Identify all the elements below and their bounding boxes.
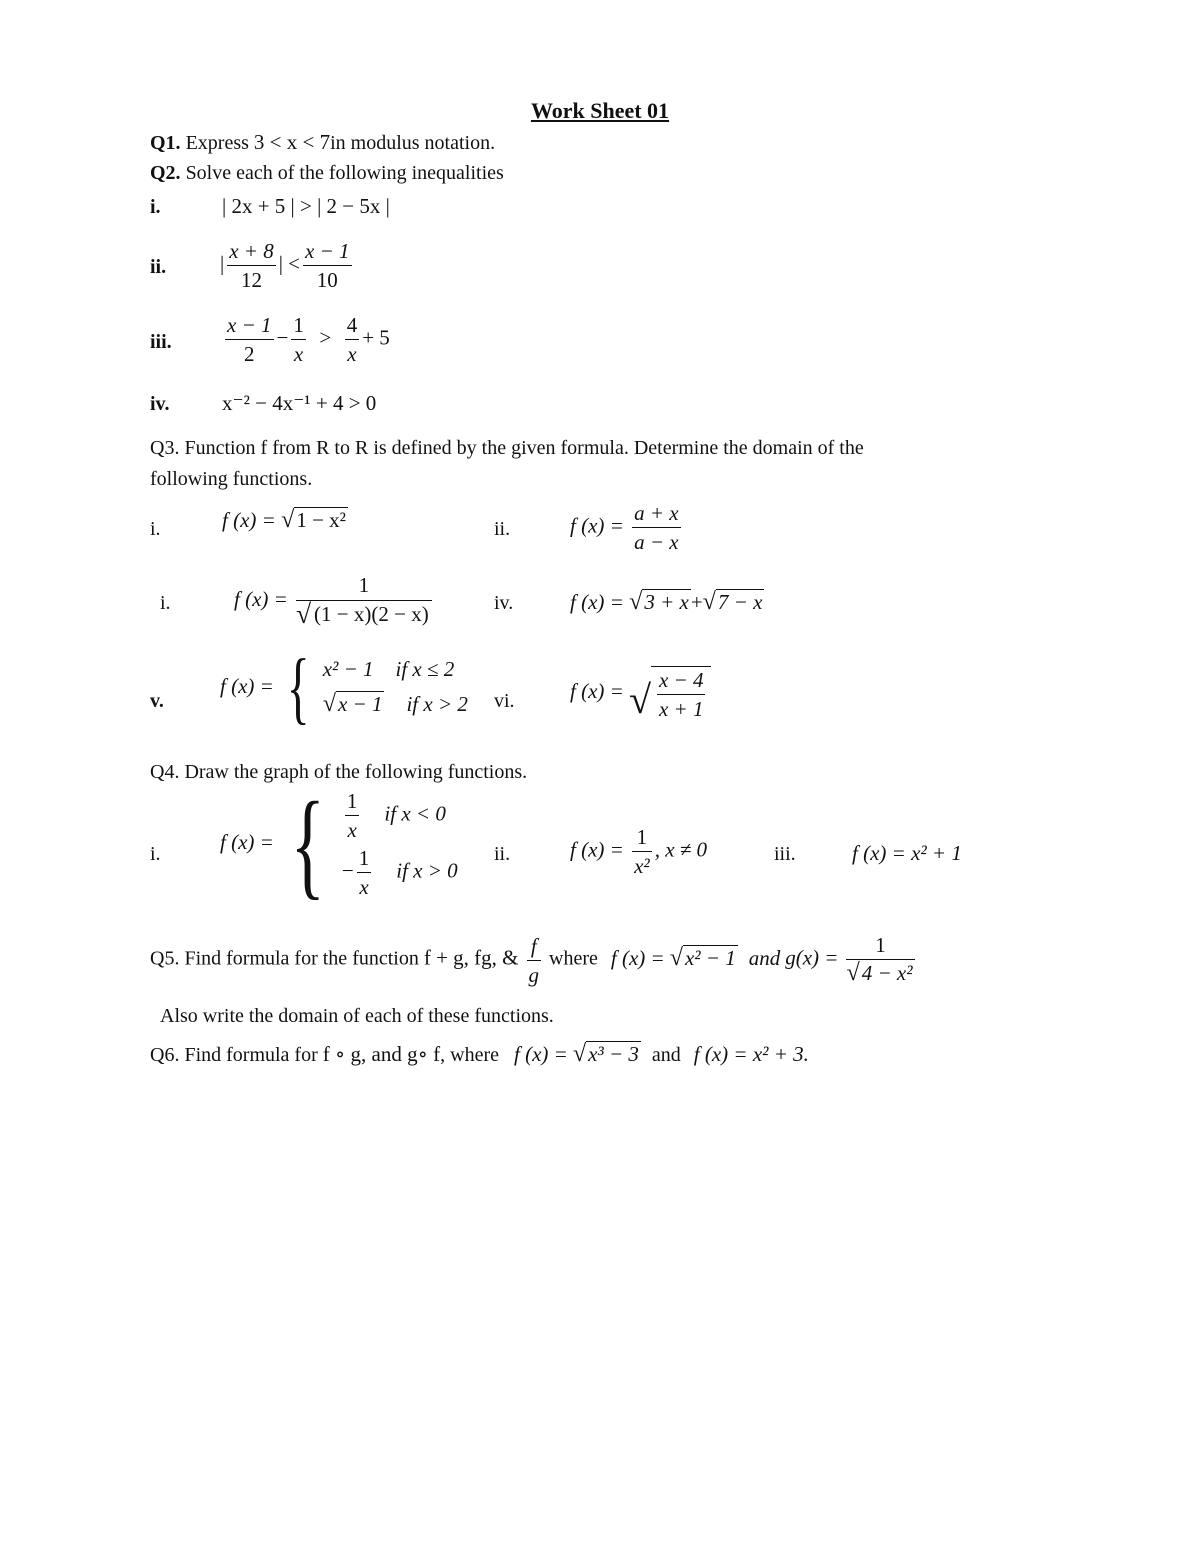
q2-ii-den1: 12 — [240, 268, 262, 293]
q6-f2: f (x) = x² + 3. — [693, 1042, 809, 1066]
q3-vi-lhs: f (x) = — [570, 678, 624, 703]
q2-iii-expr: $\frac{x - 1}{2}$ − $\frac{1}{x}$ > $\frac{4}{x}$ + 5 — [227, 313, 390, 367]
q3-vi-num: x − 4 — [657, 669, 706, 695]
q6-where: , where — [440, 1044, 500, 1066]
q3-v-cond2: if x > 2 — [406, 691, 468, 716]
q2-label: Q2. — [150, 162, 181, 184]
q2-i-expr: | 2x + 5 | > | 2 − 5x | — [222, 194, 390, 218]
q2-ii-label: ii. — [150, 256, 167, 278]
q3-iii-num: 1 — [358, 573, 370, 597]
q6-and: and — [651, 1044, 681, 1066]
q3-i-lhs: f (x) = — [222, 508, 276, 532]
q2-iii-label: iii. — [150, 331, 172, 353]
q2-iii-tail: + 5 — [362, 325, 390, 350]
q5-text-a: Q5. Find formula for the function — [150, 947, 424, 970]
q3-v-expr: f (x) = { x² − 1 if x ≤ 2 √x − 1 if x > 2 — [220, 644, 468, 732]
q6-f1rad: x³ − 3 — [588, 1042, 639, 1066]
q2-iii-num3: 4 — [345, 314, 360, 340]
q1-text-a: Express — [180, 132, 254, 154]
q4-ii-expr — [570, 826, 707, 877]
q4-i-label: i. — [150, 843, 161, 865]
q2-ii-num2: x − 1 — [303, 240, 352, 266]
q1-text-b: in modulus notation. — [330, 132, 496, 154]
q3-ii-label: ii. — [494, 518, 511, 540]
q3-iv-plus: + — [690, 590, 703, 614]
q3-i-expr: f (x) = √1 − x² — [222, 506, 346, 533]
q3-iii-rad: (1 − x)(2 − x) — [314, 602, 429, 627]
q4-i-cond2: if x > 0 — [396, 858, 458, 883]
q2-iii-den1: 2 — [244, 342, 255, 367]
q3-iv-label: iv. — [494, 592, 514, 614]
q3-i-label: i. — [150, 518, 161, 540]
q1-label: Q1. — [150, 132, 181, 154]
q4-iii-label: iii. — [774, 843, 796, 865]
q3-iv-expr: f (x) = √3 + x+√7 − x — [570, 588, 763, 615]
q4-i-lhs: f (x) = — [220, 829, 274, 854]
question-2 — [150, 162, 504, 185]
q5-fden: g — [528, 962, 540, 987]
q5-grad: 4 − x² — [861, 961, 913, 986]
q5-flhs: f (x) = — [610, 945, 665, 970]
q4-i-num2: 1 — [357, 847, 372, 873]
question-6: Q6. Find formula for f ∘ g, and g∘ f, where f (x) = √x³ − 3 and f (x) = x² + 3. — [150, 1040, 809, 1067]
q2-iv-label: iv. — [150, 393, 170, 415]
q4-i-expr — [220, 777, 458, 911]
q4-i-den1: x — [347, 818, 357, 843]
q5-gnum: 1 — [875, 933, 886, 957]
q3-iv-lhs: f (x) = — [570, 590, 624, 614]
q2-ii-den2: 10 — [316, 268, 338, 293]
q4-i-minus: − — [341, 858, 354, 883]
q4-i-cond1: if x < 0 — [384, 801, 446, 826]
q6-f1lhs: f (x) = — [514, 1042, 568, 1066]
q5-and: and — [748, 945, 781, 970]
q4-ii-cond: , x ≠ 0 — [654, 837, 708, 862]
q3-ii-num: a + x — [632, 502, 681, 528]
q4-i-brace: { — [290, 777, 326, 911]
q4-ii-num: 1 — [632, 826, 652, 852]
q2-i-label: i. — [150, 196, 161, 218]
q3-v-lhs: f (x) = — [220, 673, 274, 698]
q3-iii-label: i. — [160, 592, 171, 614]
q2-ii-num1: x + 8 — [227, 240, 276, 266]
q2-ii-expr: | $\frac{x + 8}{12}$ | < $\frac{x - 1}{10}$ — [220, 239, 350, 293]
q2-iii-num1: x − 1 — [225, 314, 274, 340]
q2-iv-expr: x⁻² − 4x⁻¹ + 4 > 0 — [222, 391, 377, 415]
q5-fnum: f — [527, 935, 542, 961]
q3-iv-rad2: 7 − x — [717, 590, 763, 614]
q3-v-brace: { — [286, 644, 310, 732]
q3-vi-label: vi. — [494, 690, 515, 712]
q2-text: Solve each of the following inequalities — [180, 162, 504, 184]
question-5: Q5. Find formula for the function f + g, fg, & $\frac{f}{g}$ where f (x) = √x² − 1 and g(x) = $\frac{1}{\text{√4 − x²}}$ — [150, 933, 913, 987]
q3-v-label: v. — [150, 690, 164, 712]
q5-where: where — [549, 947, 598, 970]
q3-vi-den: x + 1 — [658, 697, 704, 722]
q2-iii-den2: x — [293, 342, 304, 367]
q4-ii-den: x² — [634, 854, 650, 879]
q3-v-case1: x² − 1 — [322, 657, 374, 682]
q4-ii-label: ii. — [494, 843, 511, 865]
q5-funcs: f + g, fg, & — [423, 945, 519, 970]
q3-iii-lhs: f (x) = — [234, 586, 288, 611]
q4-text: Q4. Draw the graph of the following functions. — [150, 761, 528, 783]
q5-glhs: g(x) = — [785, 945, 839, 970]
q3-ii-expr — [570, 502, 684, 553]
q2-iii-num2: 1 — [291, 314, 306, 340]
q3-line2: following functions. — [150, 468, 313, 490]
q4-iii-expr: f (x) = x² + 1 — [852, 841, 962, 865]
q2-iii-den3: x — [347, 342, 357, 367]
q5-frad: x² − 1 — [684, 945, 736, 970]
q1-expr: 3 < x < 7 — [253, 130, 331, 154]
question-1 — [150, 130, 495, 155]
q3-ii-den: a − x — [634, 530, 679, 555]
q4-i-num1: 1 — [345, 790, 360, 816]
q3-i-rad: 1 − x² — [296, 508, 346, 532]
q6-comp: f ∘ g, and g∘ f — [322, 1042, 441, 1066]
q3-ii-lhs: f (x) = — [570, 513, 624, 538]
q5-line2: Also write the domain of each of these functions. — [160, 1005, 554, 1027]
q3-v-case2: x − 1 — [337, 691, 383, 716]
q3-iii-expr: f (x) = 1 √ (1 − x)(2 − x) — [234, 574, 435, 628]
q3-line1: Q3. Function f from R to R is defined by the given formula. Determine the domain of the — [150, 437, 864, 459]
q4-i-den2: x — [359, 875, 369, 900]
page-title: Work Sheet 01 — [530, 98, 670, 123]
q4-ii-lhs: f (x) = — [570, 837, 624, 862]
q6-text-a: Q6. Find formula for — [150, 1044, 323, 1066]
q3-vi-expr: f (x) = √ $\frac{x - 4}{x + 1}$ — [570, 666, 711, 720]
q3-v-cond1: if x ≤ 2 — [395, 657, 455, 682]
q3-iv-rad1: 3 + x — [644, 590, 689, 614]
